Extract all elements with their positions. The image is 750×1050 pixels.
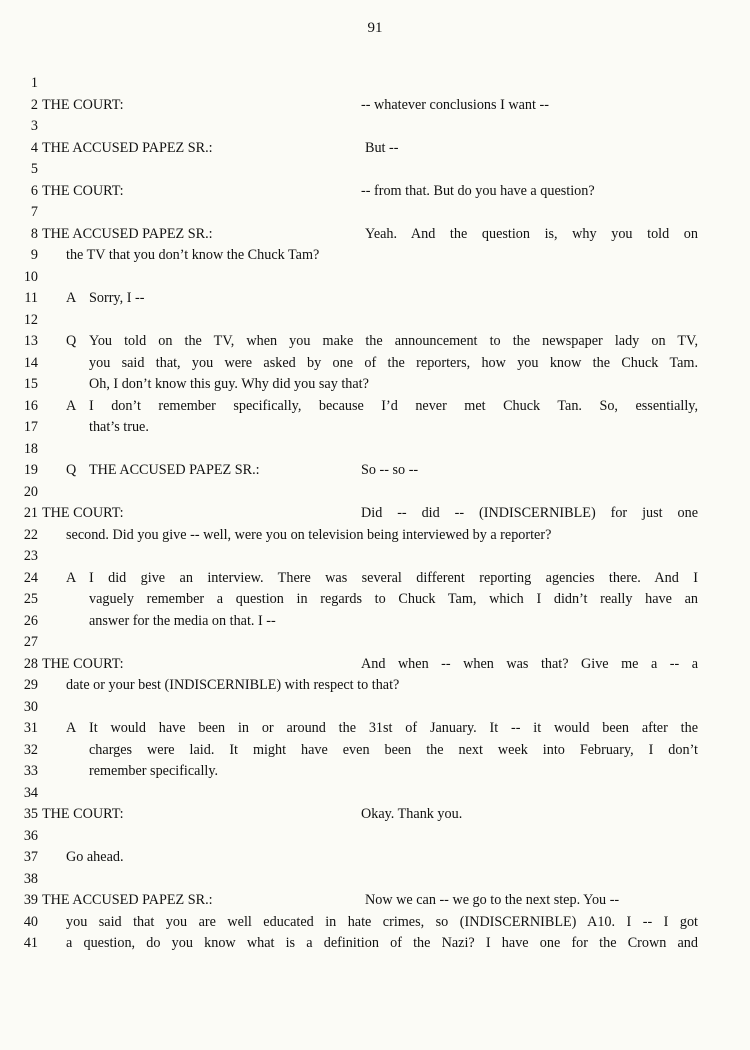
transcript-line: [0, 804, 750, 826]
line-number: 18: [23, 440, 38, 457]
dialogue-text: Now we can -- we go to the next step. You --: [365, 892, 620, 908]
line-number: 31: [23, 720, 38, 736]
line-number: 5: [30, 161, 38, 177]
line-number: 1: [30, 75, 38, 91]
dialogue-text: You told on the TV, when you make the announcement to the newspaper lady on TV,: [89, 333, 698, 349]
dialogue-text: Go ahead.: [66, 849, 124, 865]
dialogue-text: Did -- did -- (INDISCERNIBLE) for just one: [361, 505, 698, 521]
line-number: 32: [23, 741, 38, 758]
qa-marker: Q: [66, 333, 77, 349]
line-number: 15: [23, 376, 38, 392]
line-number: 21: [23, 505, 38, 521]
transcript-line: [0, 761, 750, 783]
line-number: 38: [23, 870, 38, 887]
transcript-line: [0, 783, 750, 805]
speaker-label: THE COURT:: [42, 655, 124, 672]
line-number: 2: [30, 96, 38, 113]
transcript-line: [0, 460, 750, 482]
line-number: 35: [23, 806, 38, 822]
speaker-label: THE ACCUSED PAPEZ SR.:: [42, 892, 213, 908]
dialogue-text: vaguely remember a question in regards to Chuck Tam, which I didn’t really have an: [89, 591, 698, 607]
dialogue-text: remember specifically.: [89, 763, 219, 779]
transcript-line: [0, 267, 750, 289]
line-number: 3: [30, 118, 38, 134]
transcript-line: [0, 697, 750, 719]
transcript-line: [0, 73, 750, 95]
transcript-line: [0, 288, 750, 310]
transcript-line: [0, 374, 750, 396]
line-number: 22: [23, 526, 38, 543]
line-number: 10: [23, 268, 38, 285]
dialogue-text: It would have been in or around the 31st of January. It -- it would been after the: [89, 720, 698, 736]
transcript-line: [0, 675, 750, 697]
dialogue-text: Oh, I don’t know this guy. Why did you say that?: [89, 376, 369, 392]
transcript-line: [0, 740, 750, 762]
line-number: 30: [23, 698, 38, 715]
line-number: 20: [23, 483, 38, 500]
transcript-line: [0, 417, 750, 439]
dialogue-text: Sorry, I --: [89, 290, 145, 306]
dialogue-text: charges were laid. It might have even been the next week into February, I don’t: [89, 741, 698, 758]
dialogue-text: you said that you are well educated in hate crimes, so (INDISCERNIBLE) A10. I -- I got: [66, 913, 698, 930]
line-number: 8: [30, 225, 38, 242]
transcript-line: [0, 353, 750, 375]
speaker-label: THE COURT:: [42, 505, 124, 521]
transcript-line: [0, 568, 750, 590]
transcript-line: [0, 138, 750, 160]
dialogue-text: that’s true.: [89, 419, 149, 435]
dialogue-text: I don’t remember specifically, because I’d never met Chuck Tan. So, essentially,: [89, 397, 698, 414]
line-number: 13: [23, 333, 38, 349]
transcript-line: [0, 718, 750, 740]
line-number: 40: [23, 913, 38, 930]
speaker-label: THE COURT:: [42, 96, 124, 113]
transcript-line: [0, 546, 750, 568]
dialogue-text: a question, do you know what is a definition of the Nazi? I have one for the Crown and: [66, 935, 698, 951]
transcript-line: [0, 890, 750, 912]
line-number: 39: [23, 892, 38, 908]
dialogue-text: you said that, you were asked by one of the reporters, how you know the Chuck Tam.: [89, 354, 698, 371]
transcript-line: [0, 503, 750, 525]
speaker-label: THE COURT:: [42, 806, 124, 822]
line-number: 14: [23, 354, 38, 371]
page-number: 91: [367, 20, 383, 36]
transcript-line: [0, 482, 750, 504]
dialogue-text: But --: [365, 139, 399, 156]
transcript-line: [0, 116, 750, 138]
transcript-line: [0, 589, 750, 611]
transcript-line: [0, 159, 750, 181]
transcript-line: [0, 912, 750, 934]
transcript-line: [0, 310, 750, 332]
line-number: 41: [23, 935, 38, 951]
transcript-line: [0, 632, 750, 654]
transcript-line: [0, 396, 750, 418]
qa-marker: Q: [66, 462, 77, 478]
line-number: 29: [23, 677, 38, 693]
transcript-line: [0, 611, 750, 633]
line-number: 27: [23, 634, 38, 650]
qa-marker: A: [66, 720, 77, 736]
speaker-label: THE ACCUSED PAPEZ SR.:: [42, 139, 213, 156]
line-number: 6: [30, 182, 38, 199]
qa-marker: A: [66, 569, 77, 586]
line-number: 19: [23, 462, 38, 478]
line-number: 11: [24, 290, 38, 306]
dialogue-text: THE ACCUSED PAPEZ SR.:: [89, 462, 260, 478]
line-number: 36: [23, 827, 38, 844]
line-number: 23: [23, 548, 38, 564]
transcript-line: [0, 224, 750, 246]
line-number: 33: [23, 763, 38, 779]
dialogue-text: And when -- when was that? Give me a -- a: [361, 655, 698, 672]
line-number: 7: [30, 204, 38, 220]
speaker-label: THE COURT:: [42, 182, 124, 199]
qa-marker: A: [66, 397, 77, 414]
dialogue-text: -- whatever conclusions I want --: [361, 96, 549, 113]
transcript-line: [0, 331, 750, 353]
transcript-line: [0, 525, 750, 547]
dialogue-text: Okay. Thank you.: [361, 806, 463, 822]
dialogue-text: second. Did you give -- well, were you on television being interviewed by a reporter?: [66, 526, 552, 543]
transcript-line: [0, 654, 750, 676]
line-number: 24: [23, 569, 38, 586]
dialogue-text: date or your best (INDISCERNIBLE) with respect to that?: [66, 677, 400, 693]
line-number: 16: [23, 397, 38, 414]
dialogue-text: the TV that you don’t know the Chuck Tam?: [66, 247, 320, 263]
dialogue-text: So -- so --: [361, 462, 419, 478]
qa-marker: A: [66, 290, 77, 306]
line-number: 37: [23, 849, 38, 865]
dialogue-text: -- from that. But do you have a question?: [361, 182, 595, 199]
line-number: 9: [30, 247, 38, 263]
transcript-line: [0, 95, 750, 117]
transcript-line: [0, 826, 750, 848]
dialogue-text: Yeah. And the question is, why you told on: [365, 225, 698, 242]
line-number: 4: [30, 139, 38, 156]
transcript-line: [0, 181, 750, 203]
transcript-line: [0, 933, 750, 955]
transcript-line: [0, 847, 750, 869]
dialogue-text: answer for the media on that. I --: [89, 612, 276, 629]
line-number: 28: [23, 655, 38, 672]
line-number: 34: [23, 784, 38, 801]
line-number: 17: [23, 419, 38, 435]
dialogue-text: I did give an interview. There was several different reporting agencies there. And I: [89, 569, 698, 586]
transcript-line: [0, 245, 750, 267]
line-number: 25: [23, 591, 38, 607]
line-number: 12: [23, 311, 38, 328]
transcript-line: [0, 202, 750, 224]
transcript-line: [0, 439, 750, 461]
line-number: 26: [23, 612, 38, 629]
speaker-label: THE ACCUSED PAPEZ SR.:: [42, 225, 213, 242]
transcript-line: [0, 869, 750, 891]
